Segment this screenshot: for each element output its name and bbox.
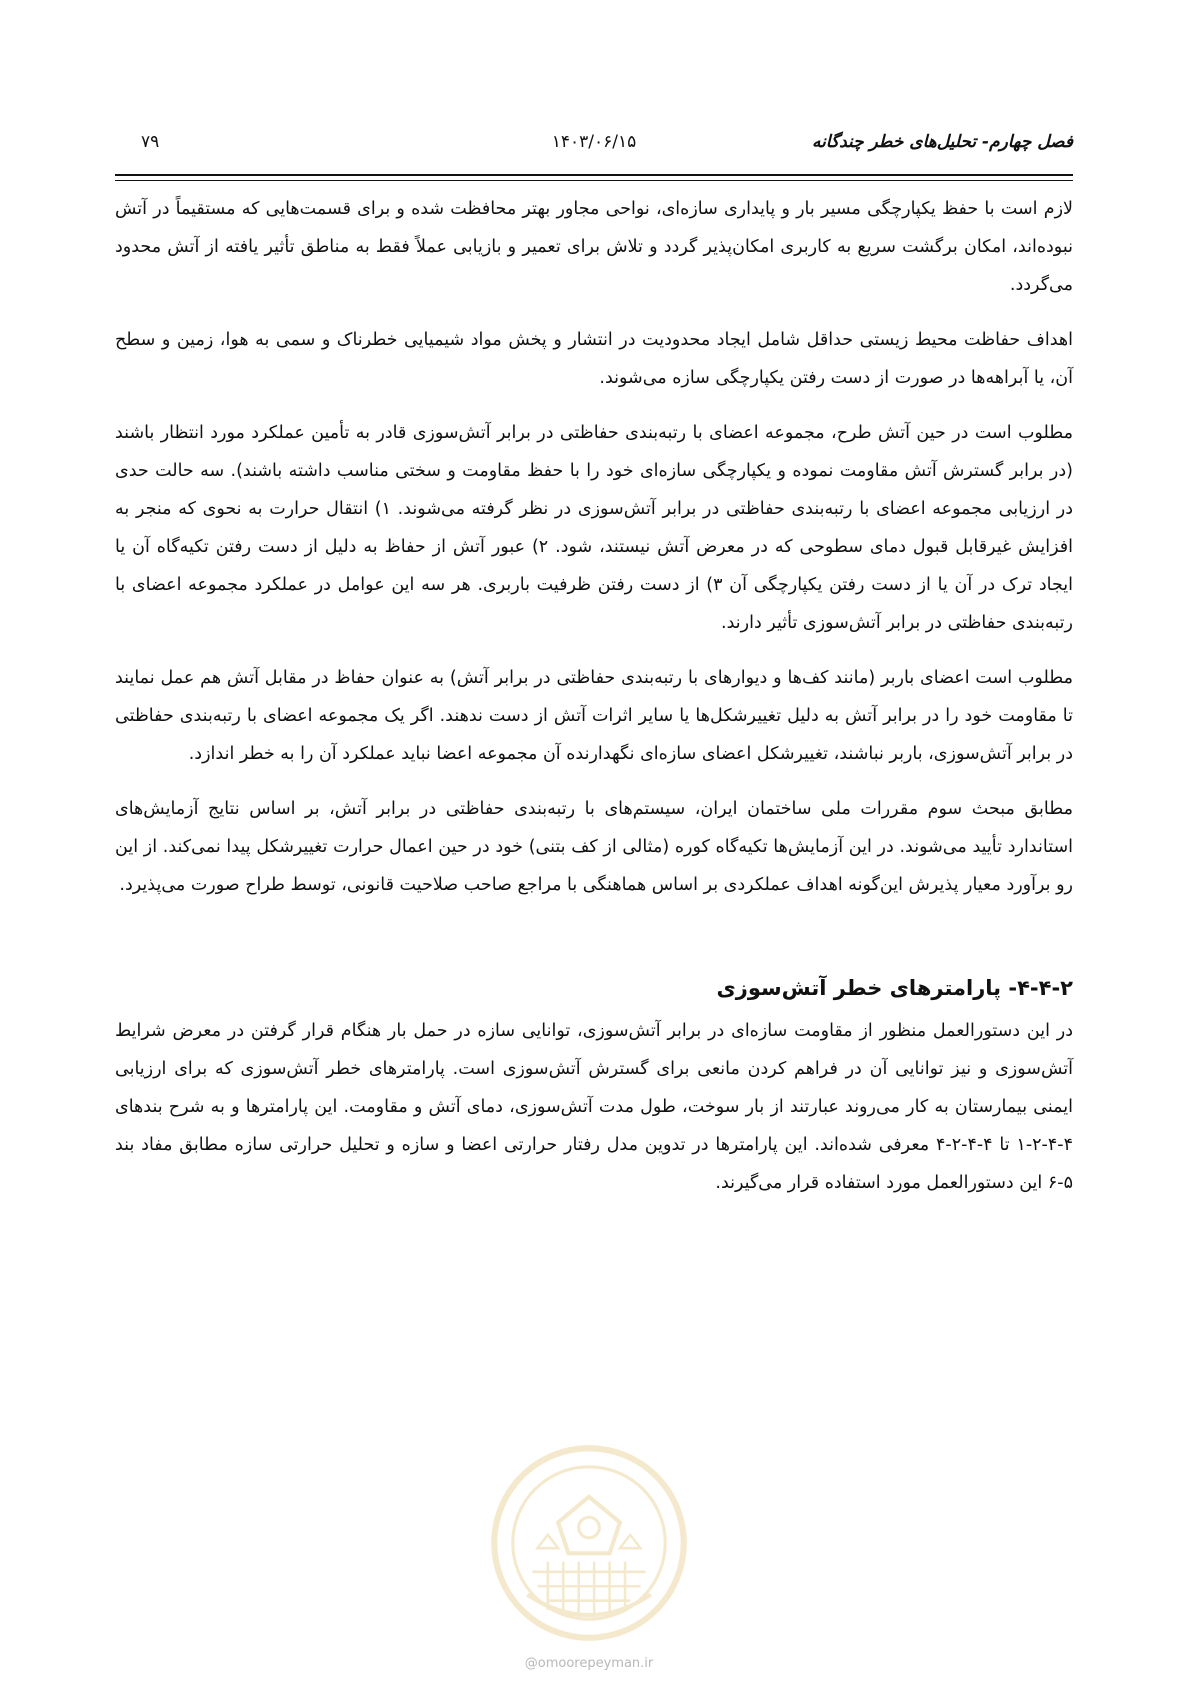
watermark-seal-icon — [486, 1440, 692, 1646]
header-rule-thin — [115, 180, 1073, 181]
paragraph: مطلوب است اعضای باربر (مانند کف‌ها و دیوارهای با رتبه‌بندی حفاظتی در برابر آتش) به عنوان حفاظ در مقابل آتش هم عمل نمایند تا مقاومت خود را در برابر آتش به دلیل تغییرشکل‌ها یا سایر اثرات آتش از دست ندهند. اگر یک مجموعه اعضای با رتبه‌بندی حفاظتی در برابر آتش‌سوزی، باربر نباشند، تغییرشکل اعضای سازه‌ای نگهدارنده آن مجموعه اعضا نباید عملکرد آن را به خطر اندازد. — [115, 668, 1073, 764]
page-number: ۷۹ — [141, 132, 160, 152]
paragraph: مطلوب است در حین آتش طرح، مجموعه اعضای با رتبه‌بندی حفاظتی در برابر آتش‌سوزی قادر به تأمین عملکرد مورد انتظار باشند (در برابر گسترش آتش مقاومت نموده و یکپارچگی سازه‌ای خود را با حفظ مقاومت و سختی مناسب داشته باشند). سه حالت حدی در ارزیابی مجموعه اعضای با رتبه‌بندی حفاظتی در برابر آتش‌سوزی در نظر گرفته می‌شوند. ۱) انتقال حرارت به نحوی که منجر به افزایش غیرقابل قبول دمای سطوحی که در معرض آتش نیستند، شود. ۲) عبور آتش از حفاظ به دلیل از دست رفتن تکیه‌گاه آن یا ایجاد ترک در آن یا از دست رفتن یکپارچگی آن ۳) از دست رفتن ظرفیت باربری. هر سه این عوامل در عملکرد مجموعه اعضای با رتبه‌بندی حفاظتی در برابر آتش‌سوزی تأثیر دارند. — [115, 423, 1074, 633]
paragraph: لازم است با حفظ یکپارچگی مسیر بار و پایداری سازه‌ای، نواحی مجاور بهتر محافظت شده و برای قسمت‌هایی که مستقیماً در آتش نبوده‌اند، امکان برگشت سریع به کاربری امکان‌پذیر گردد و تلاش برای تعمیر و بازیابی عملاً فقط به مناطق تأثیر یافته از آتش محدود می‌گردد. — [115, 199, 1073, 295]
page-header — [115, 128, 1073, 160]
chapter-title: فصل چهارم- تحلیل‌های خطر چندگانه — [811, 132, 1073, 152]
header-date: ۱۴۰۳/۰۶/۱۵ — [551, 132, 637, 152]
section-paragraph: در این دستورالعمل منظور از مقاومت سازه‌ای در برابر آتش‌سوزی، توانایی سازه در حمل بار هنگام قرار گرفتن در معرض شرایط آتش‌سوزی و نیز توانایی آن در فراهم کردن مانعی برای گسترش آتش‌سوزی است. پارامترهای خطر آتش‌سوزی که برای ارزیابی ایمنی بیمارستان به کار می‌روند عبارتند از بار سوخت، طول مدت آتش‌سوزی، دمای آتش و مقاومت. این پارامترها و به شرح بندهای ۴-۴-۲-۱ تا ۴-۴-۲-۴ معرفی شده‌اند. این پارامترها در تدوین مدل رفتار حرارتی اعضا و سازه و تحلیل حرارتی سازه مطابق مفاد بند ۵-۶ این دستورالعمل مورد استفاده قرار می‌گیرند. — [115, 1021, 1074, 1193]
paragraph: مطابق مبحث سوم مقررات ملی ساختمان ایران، سیستم‌های با رتبه‌بندی حفاظتی در برابر آتش، بر اساس نتایج آزمایش‌های استاندارد تأیید می‌شوند. در این آزمایش‌ها تکیه‌گاه کوره (مثالی از کف بتنی) خود در حین اعمال حرارت تغییرشکل پیدا نمی‌کند. از این رو برآورد معیار پذیرش این‌گونه اهداف عملکردی بر اساس هماهنگی با مراجع صاحب صلاحیت قانونی، توسط طراح صورت می‌پذیرد. — [115, 799, 1073, 895]
section-heading: ۴-۴-۲- پارامترهای خطر آتش‌سوزی — [716, 976, 1073, 1000]
page-body — [115, 190, 1073, 1219]
paragraph: اهداف حفاظت محیط زیستی حداقل شامل ایجاد محدودیت در انتشار و پخش مواد شیمیایی خطرناک و سمی به هوا، زمین و سطح آن، یا آبراهه‌ها در صورت از دست رفتن یکپارچگی سازه می‌شوند. — [115, 330, 1073, 388]
watermark-text: @omoorepeyman.ir — [524, 1656, 654, 1671]
header-rule-thick — [115, 174, 1073, 176]
